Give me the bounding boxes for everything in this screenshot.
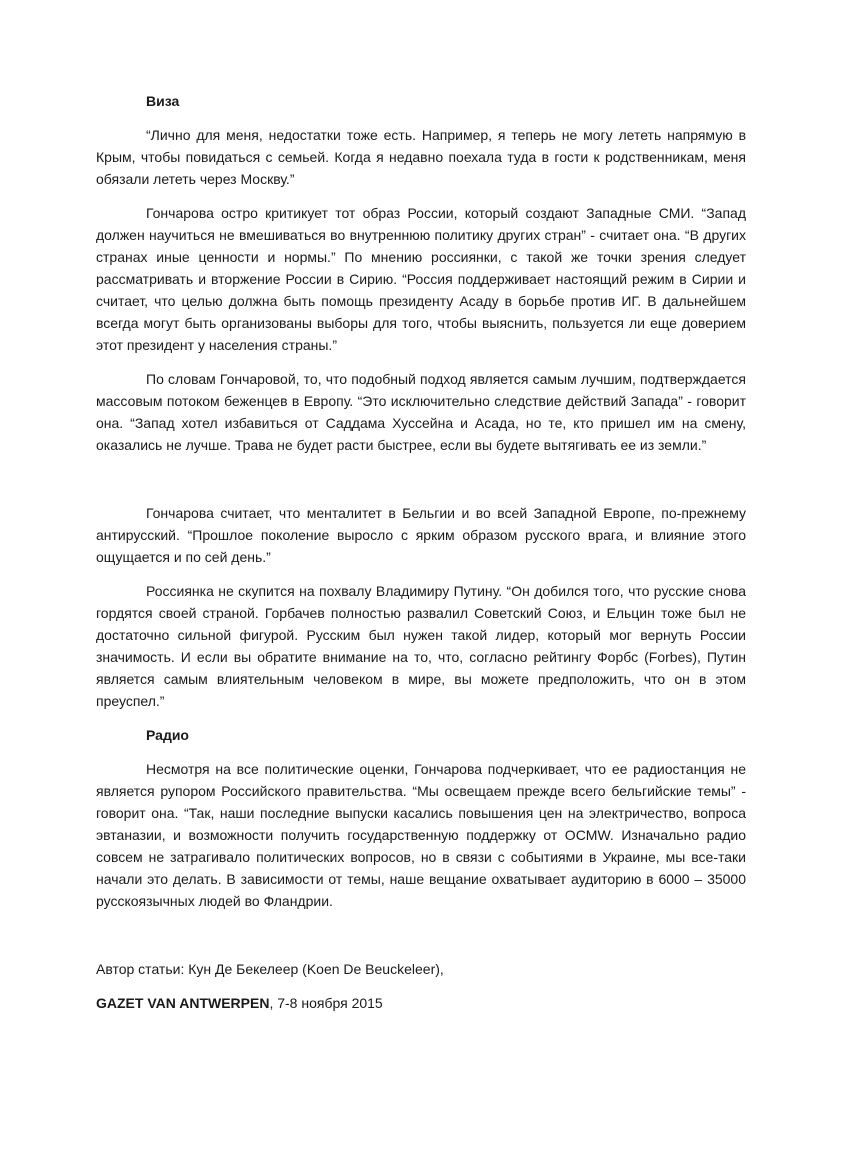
paragraph-western-media: Гончарова остро критикует тот образ России, который создают Западные СМИ. “Запад должен научиться не вмешиваться во внутреннюю политику других стран” - считает она. “В других странах иные ценности и нормы.” По мнению россиянки, с такой же точки зрения следует рассматривать и вторжение России в Сирию. “Россия поддерживает настоящий режим в Сирии и считает, что целью должна быть помощь президенту Асаду в борьбе против ИГ. В дальнейшем всегда могут быть организованы выборы для того, чтобы выяснить, пользуется ли еще доверием этот президент у населения страны.”	[96, 205, 746, 353]
paragraph-refugees: По словам Гончаровой, то, что подобный подход является самым лучшим, подтверждается массовым потоком беженцев в Европу. “Это исключительно следствие действий Запада” - говорит она. “Запад хотел избавиться от Саддама Хуссейна и Асада, но те, кто пришел им на смену, оказались не лучше. Трава не будет расти быстрее, если вы будете вытягивать ее из земли.”	[96, 371, 746, 453]
blank-line	[96, 468, 746, 502]
paragraph-putin: Россиянка не скупится на похвалу Владимиру Путину. “Он добился того, что русские снова гордятся своей страной. Горбачев полностью развалил Советский Союз, и Ельцин тоже был не достаточно сильной фигурой. Русским был нужен такой лидер, который мог вернуть России значимость. И если вы обратите внимание на то, что, согласно рейтингу Форбс (Forbes), Путин является самым влиятельным человеком в мире, вы можете предположить, что он в этом преуспел.”	[96, 583, 746, 709]
paragraph-mentality: Гончарова считает, что менталитет в Бельгии и во всей Западной Европе, по-прежнему антирусский. “Прошлое поколение выросло с ярким образом русского врага, и влияние этого ощущается и по сей день.”	[96, 505, 746, 565]
source-line	[96, 992, 746, 1014]
paragraph-visa-quote: “Лично для меня, недостатки тоже есть. Например, я теперь не могу лететь напрямую в Крым, чтобы повидаться с семьей. Когда я недавно поехала туда в гости к родственникам, меня обязали лететь через Москву.”	[96, 127, 746, 187]
source-date: , 7-8 ноября 2015	[269, 995, 383, 1011]
section-heading-radio: Радио	[146, 727, 189, 743]
blank-line	[96, 924, 746, 958]
source-name: GAZET VAN ANTWERPEN	[96, 995, 270, 1011]
article-body	[96, 90, 746, 1026]
section-heading-visa: Виза	[146, 93, 180, 109]
paragraph-radio: Несмотря на все политические оценки, Гончарова подчеркивает, что ее радиостанция не является рупором Российского правительства. “Мы освещаем прежде всего бельгийские темы” - говорит она. “Так, наши последние выпуски касались повышения цен на электричество, вопроса эвтаназии, и возможности получить государственную поддержку от OCMW. Изначально радио совсем не затрагивало политических вопросов, но в связи с событиями в Украине, мы все-таки начали это делать. В зависимости от темы, наше вещание охватывает аудиторию в 6000 – 35000 русскоязычных людей во Фландрии.	[96, 761, 746, 909]
author-line: Автор статьи: Кун Де Бекелеер (Koen De Beuckeleer),	[96, 961, 444, 977]
